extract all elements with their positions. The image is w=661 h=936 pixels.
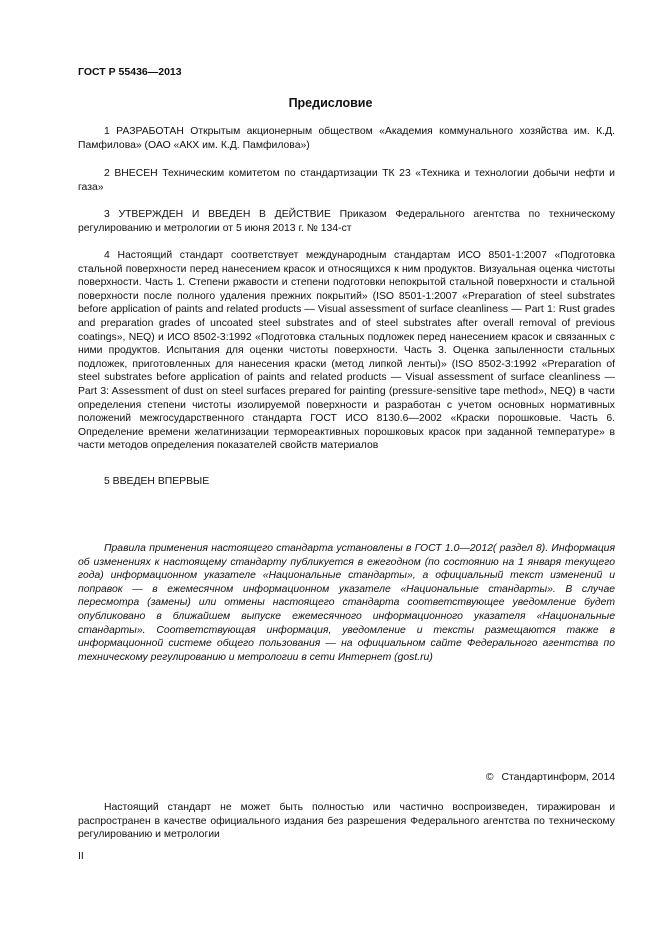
foreword-item-3: 3 УТВЕРЖДЕН И ВВЕДЕН В ДЕЙСТВИЕ Приказом Федерального агентства по техническому регулированию и метрологии от 5 июня 2013 г. № 134-ст (78, 209, 615, 234)
application-rules-notice: Правила применения настоящего стандарта установлены в ГОСТ 1.0—2012( раздел 8). Информация об изменениях к настоящему стандарту публикуется в ежегодном (по состоянию на 1 января текущего года) информационном указателе «Национальные стандарты», а официальный текст изменений и поправок — в ежемесячном информационном указателе «Национальные стандарты». В случае пересмотра (замены) или отмены настоящего стандарта соответствующее уведомление будет опубликовано в ближайшем выпуске ежемесячного информационного указателя «Национальные стандарты». Соответствующая информация, уведомление и тексты размещаются также в информационной системе общего пользования — на официальном сайте Федерального агентства по техническому регулированию и метрологии в сети Интернет (gost.ru) (78, 543, 615, 663)
copyright-text: Стандартинформ, 2014 (501, 772, 615, 783)
foreword-item-4: 4 Настоящий стандарт соответствует международным стандартам ИСО 8501-1:2007 «Подготовка стальной поверхности перед нанесением красок и относящихся к ним продуктов. Визуальная оценка чистоты поверхности. Часть 1. Степени ржавости и степени подготовки непокрытой стальной поверхности и стальной поверхности после полного удаления прежних покрытий» (ISO 8501-1:2007 «Preparation of steel substrates before application of paints and related products — Visual assessment of surface cleanliness — Part 1: Rust grades and preparation grades of uncoated steel substrates and of steel substrates after overall removal of previous coatings», NEQ) и ИСО 8502-3:1992 «Подготовка стальных подложек перед нанесением красок и связанных с ними продуктов. Испытания для оценки чистоты поверхности. Часть 3. Оценка запыленности стальных подложек, приготовленных для нанесения краски (метод липкой ленты)» (ISO 8502-3:1992 «Preparation of steel substrates before application of paints and related products — Visual assessment of surface cleanliness — Part 3: Assessment of dust on steel surfaces prepared for painting (pressure-sensitive tape method», NEQ) в части определения степени чистоты изолируемой поверхности и разработан с учетом основных нормативных положений межгосударственного стандарта ГОСТ ИСО 8130.6—2002 «Краски порошковые. Часть 6. Определение времени желатинизации термореактивных порошковых красок при заданной температуре» в части методов определения показателей свойств материалов (78, 250, 615, 452)
foreword-item-1: 1 РАЗРАБОТАН Открытым акционерным обществом «Академия коммунального хозяйства им. К.Д. Памфилова» (ОАО «АКХ им. К.Д. Памфилова») (78, 126, 615, 151)
standard-id: ГОСТ Р 55436—2013 (78, 66, 182, 78)
page-number: II (78, 851, 84, 862)
copyright-symbol: © (485, 772, 494, 783)
copyright-line (486, 772, 615, 783)
foreword-item-5: 5 ВВЕДЕН ВПЕРВЫЕ (104, 476, 210, 487)
reproduction-rights-notice: Настоящий стандарт не может быть полностью или частично воспроизведен, тиражирован и распространен в качестве официального издания без разрешения Федерального агентства по техническому регулированию и метрологии (78, 802, 615, 841)
page-title: Предисловие (288, 96, 373, 110)
foreword-item-2: 2 ВНЕСЕН Техническим комитетом по стандартизации ТК 23 «Техника и технологии добычи нефти и газа» (78, 168, 615, 193)
